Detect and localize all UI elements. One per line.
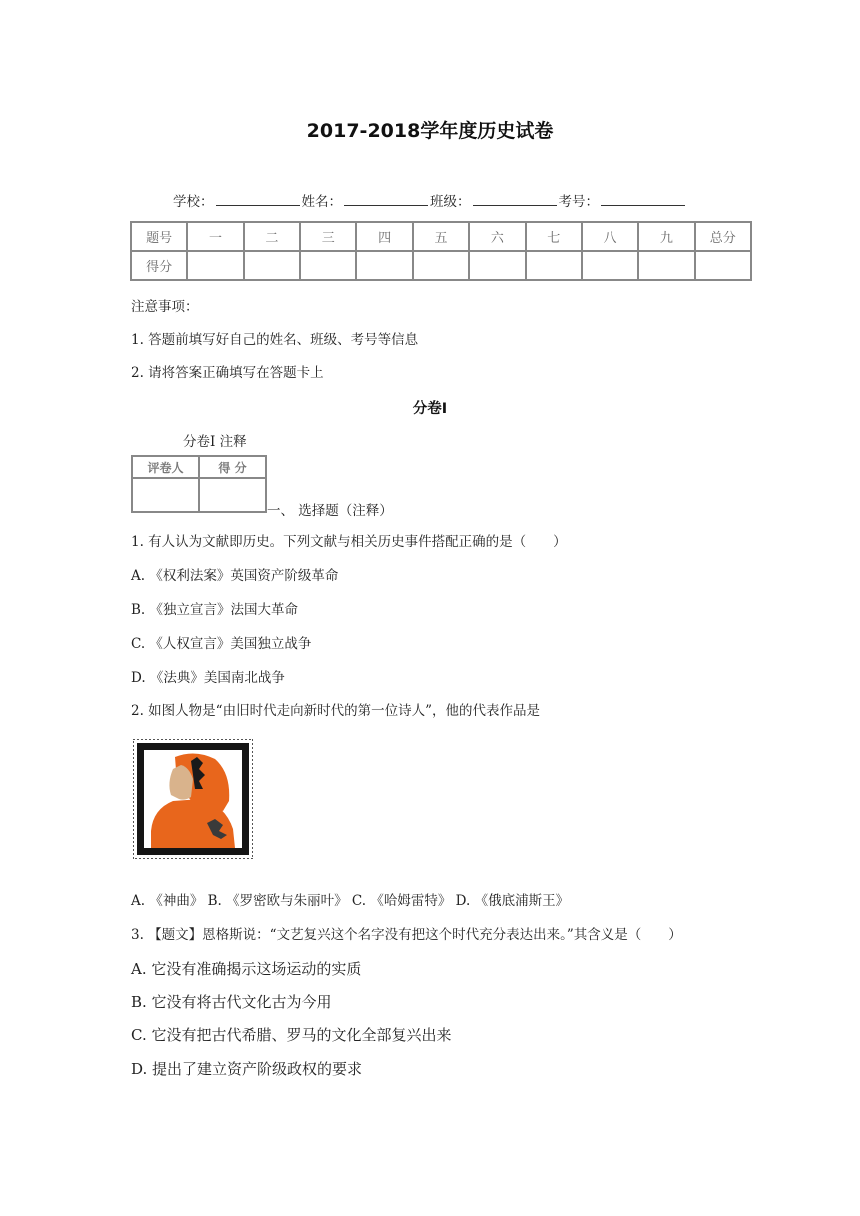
score-cell[interactable] (582, 251, 638, 280)
score-header-cell: 七 (526, 222, 582, 251)
grader-table (131, 455, 267, 513)
score-header-cell: 四 (356, 222, 412, 251)
grader-header: 得 分 (199, 456, 266, 478)
school-blank[interactable] (216, 193, 300, 206)
section-title: 分卷I (412, 401, 448, 417)
question-options-line: A. 《神曲》 B. 《罗密欧与朱丽叶》 C. 《哈姆雷特》 D. 《俄底浦斯王》 (131, 893, 570, 909)
class-blank[interactable] (473, 193, 557, 206)
score-header-cell: 九 (638, 222, 694, 251)
question-option: D. 《法典》美国南北战争 (131, 670, 285, 686)
note-item: 2. 请将答案正确填写在答题卡上 (131, 365, 324, 381)
score-header-cell: 五 (413, 222, 469, 251)
section-note: 分卷I 注释 (183, 434, 247, 450)
question-stem: 2. 如图人物是“由旧时代走向新时代的第一位诗人”，他的代表作品是 (131, 703, 540, 719)
exam-no-label: 考号： (558, 194, 599, 210)
score-table (130, 221, 752, 281)
question-stem: 1. 有人认为文献即历史。下列文献与相关历史事件搭配正确的是（ ） (131, 534, 567, 550)
exam-title: 2017-2018学年度历史试卷 (306, 120, 554, 142)
score-cell[interactable] (469, 251, 525, 280)
score-cell[interactable] (638, 251, 694, 280)
score-header-cell: 六 (469, 222, 525, 251)
school-label: 学校： (173, 194, 214, 210)
score-cell[interactable] (187, 251, 243, 280)
name-blank[interactable] (344, 193, 428, 206)
poet-portrait-stamp (133, 739, 253, 859)
score-header-cell: 二 (244, 222, 300, 251)
class-label: 班级： (430, 194, 471, 210)
score-table-score-row (131, 251, 751, 280)
question-option: C. 它没有把古代希腊、罗马的文化全部复兴出来 (131, 1026, 452, 1044)
question-option: D. 提出了建立资产阶级政权的要求 (131, 1060, 363, 1078)
exam-no-blank[interactable] (601, 193, 685, 206)
part-title: 一、 选择题（注释） (267, 503, 393, 519)
score-cell[interactable] (300, 251, 356, 280)
score-row-label: 得分 (131, 251, 187, 280)
name-label: 姓名： (301, 194, 342, 210)
score-header-cell: 三 (300, 222, 356, 251)
notes-heading: 注意事项： (131, 299, 199, 315)
score-cell[interactable] (695, 251, 751, 280)
score-header-cell: 总分 (695, 222, 751, 251)
score-cell[interactable] (413, 251, 469, 280)
score-table-header-row (131, 222, 751, 251)
score-cell[interactable] (526, 251, 582, 280)
question-option: A. 《权利法案》英国资产阶级革命 (131, 568, 339, 584)
note-item: 1. 答题前填写好自己的姓名、班级、考号等信息 (131, 332, 419, 348)
student-info-line (173, 190, 687, 210)
question-option: A. 它没有准确揭示这场运动的实质 (131, 960, 362, 978)
question-option: C. 《人权宣言》美国独立战争 (131, 636, 312, 652)
question-option: B. 它没有将古代文化古为今用 (131, 993, 332, 1011)
score-cell[interactable] (356, 251, 412, 280)
grader-header: 评卷人 (132, 456, 199, 478)
question-stem: 3. 【题文】恩格斯说：“文艺复兴这个名字没有把这个时代充分表达出来。”其含义是（ ） (131, 927, 682, 943)
score-cell[interactable] (244, 251, 300, 280)
score-header-cell: 八 (582, 222, 638, 251)
score-header-cell: 一 (187, 222, 243, 251)
question-option: B. 《独立宣言》法国大革命 (131, 602, 299, 618)
grader-cell[interactable] (132, 478, 199, 512)
score-header-cell: 题号 (131, 222, 187, 251)
grader-cell[interactable] (199, 478, 266, 512)
